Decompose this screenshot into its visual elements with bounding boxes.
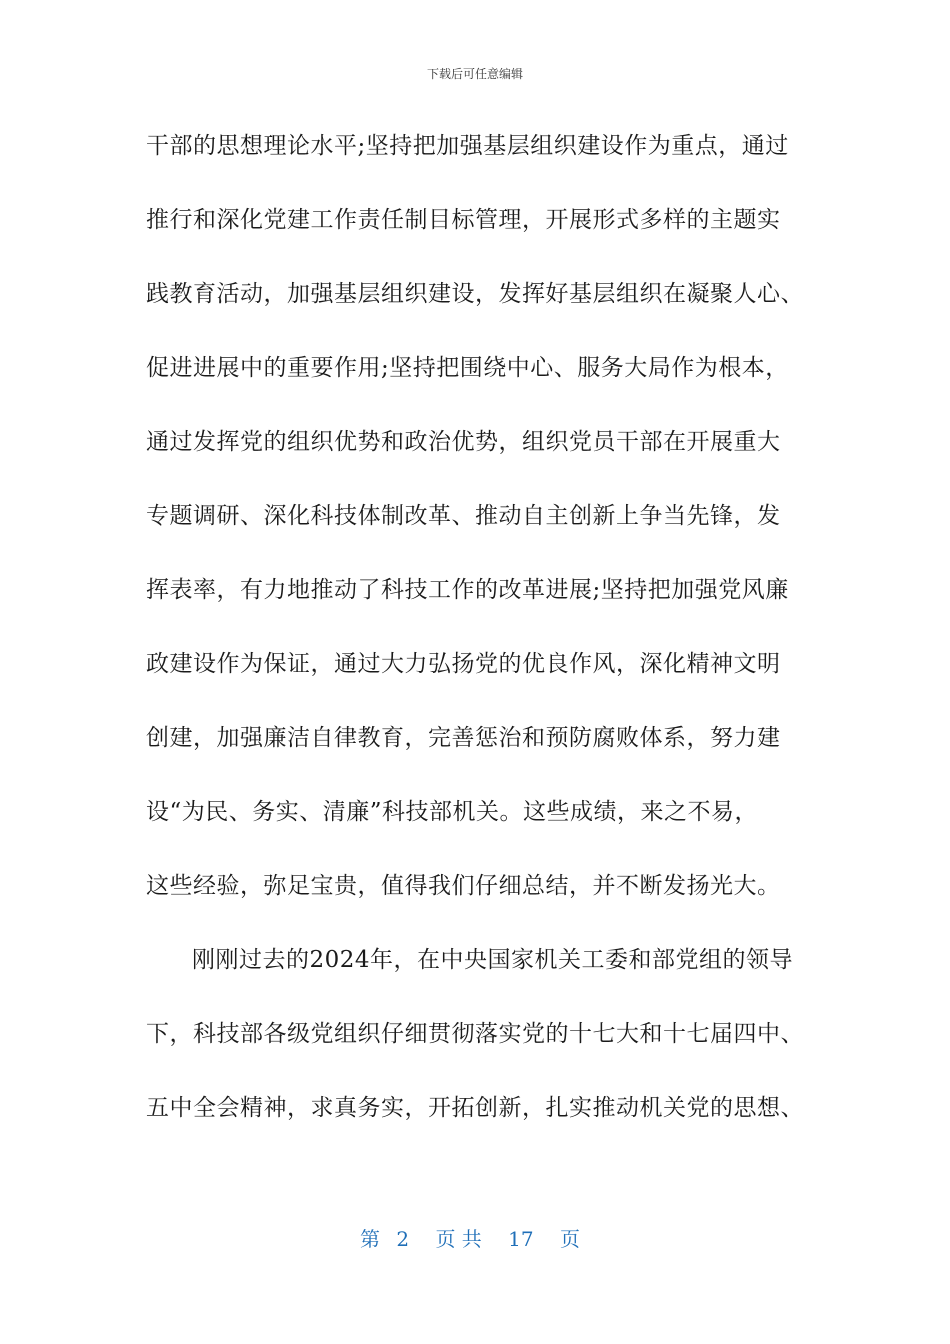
text-line: 这些经验，弥足宝贵，值得我们仔细总结，并不断发扬光大。 (146, 873, 781, 899)
paragraph-start-line: 刚刚过去的2024年，在中央国家机关工委和部党组的领导 (192, 947, 794, 973)
text-line: 干部的思想理论水平;坚持把加强基层组织建设作为重点，通过 (146, 133, 789, 159)
body-text (146, 124, 816, 1160)
text-line: 推行和深化党建工作责任制目标管理，开展形式多样的主题实 (146, 207, 781, 233)
text-line: 促进进展中的重要作用;坚持把围绕中心、服务大局作为根本， (146, 355, 789, 381)
text-line: 下，科技部各级党组织仔细贯彻落实党的十七大和十七届四中、 (146, 1021, 804, 1047)
text-line: 践教育活动，加强基层组织建设，发挥好基层组织在凝聚人心、 (146, 281, 804, 307)
text-line: 设“为民、务实、清廉”科技部机关。这些成绩，来之不易， (146, 799, 759, 825)
footer-suffix: 页 (559, 1227, 580, 1251)
text-line: 政建设作为保证，通过大力弘扬党的优良作风，深化精神文明 (146, 651, 781, 677)
page-footer (0, 1226, 950, 1252)
current-page-number: 2 (396, 1227, 410, 1251)
text-line: 通过发挥党的组织优势和政治优势，组织党员干部在开展重大 (146, 429, 781, 455)
total-pages-number: 17 (508, 1227, 534, 1251)
page-header-note: 下载后可任意编辑 (426, 67, 523, 81)
text-line: 挥表率，有力地推动了科技工作的改革进展;坚持把加强党风廉 (146, 577, 789, 603)
text-line: 创建，加强廉洁自律教育，完善惩治和预防腐败体系，努力建 (146, 725, 781, 751)
text-line: 五中全会精神，求真务实，开拓创新，扎实推动机关党的思想、 (146, 1095, 804, 1121)
footer-prefix: 第 (360, 1227, 380, 1251)
text-line: 专题调研、深化科技体制改革、推动自主创新上争当先锋，发 (146, 503, 781, 529)
footer-middle: 页 共 (435, 1227, 482, 1251)
